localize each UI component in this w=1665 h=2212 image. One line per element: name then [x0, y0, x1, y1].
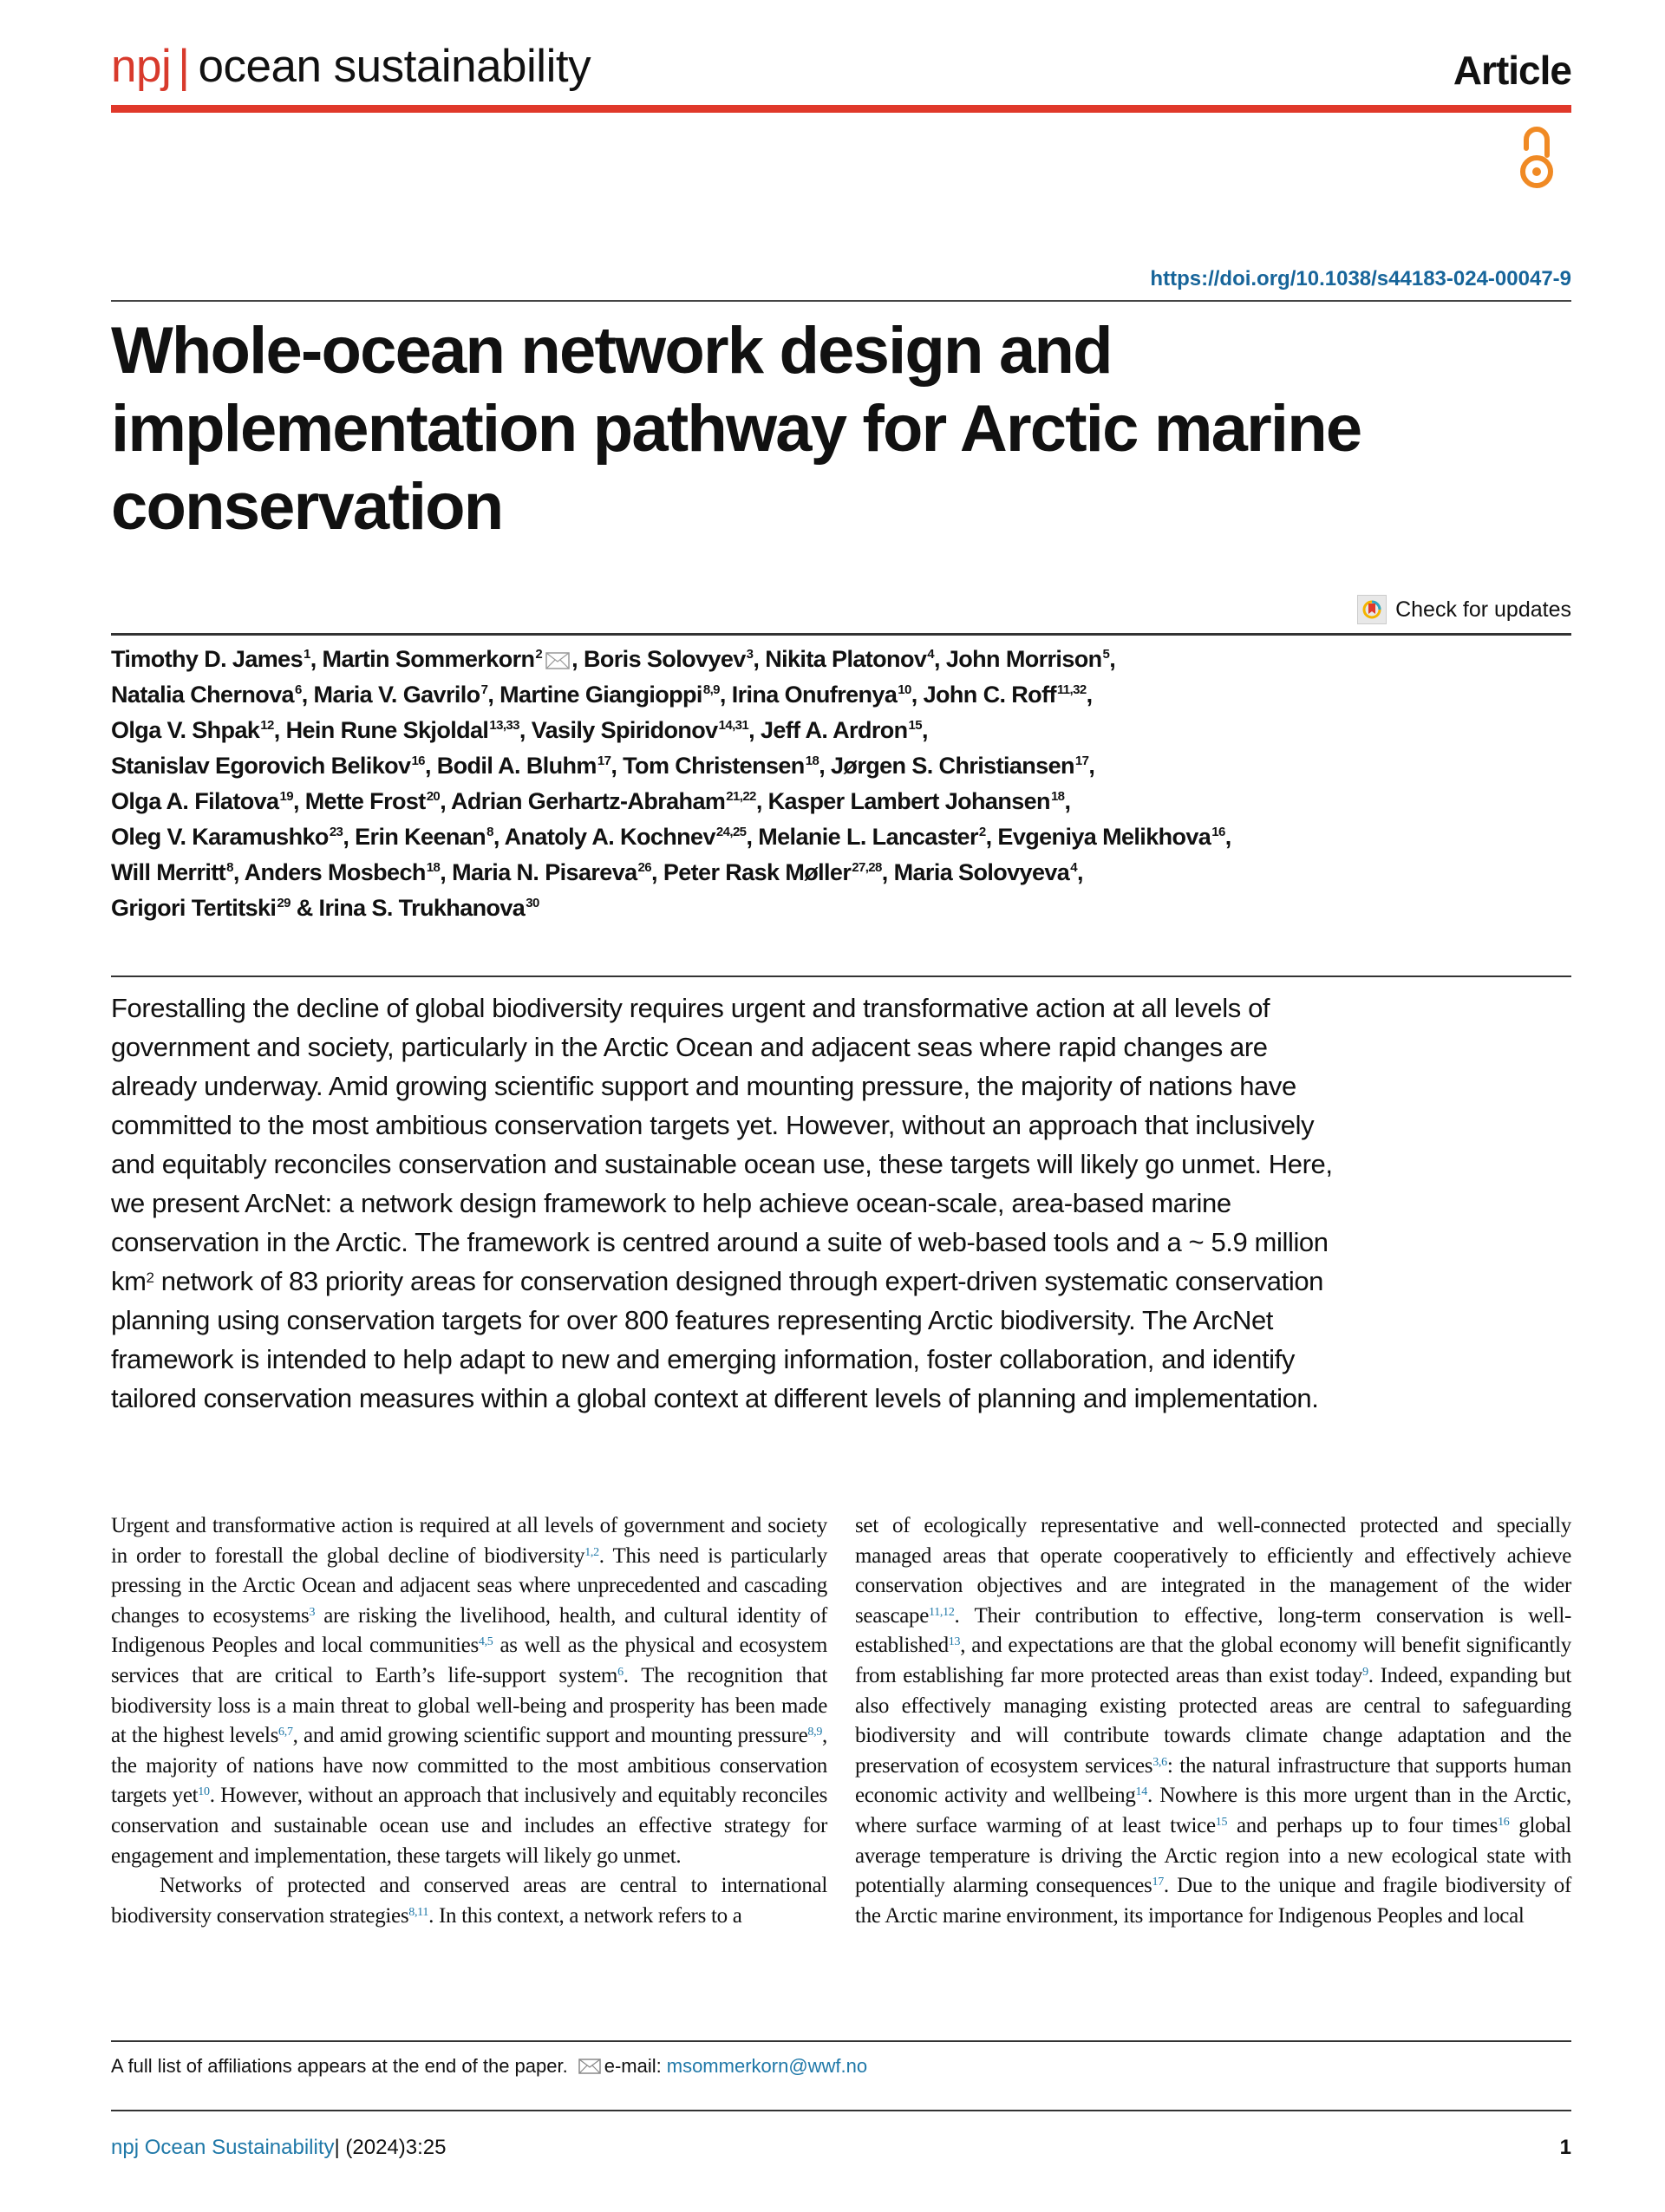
body-paragraph: Urgent and transformative action is required at all levels of government and society in order to forestall the global decline of biodiversity$^{1,2}$. This need is particularly pressing in the Arctic Ocean and adjacent seas where unprecedented and cascading changes to ecosystems$^3$ are risking the livelihood, health, and cultural identity of Indigenous Peoples and local communities$^{4,5}$ as well as the physical and ecosystem services that are critical to Earth’s life-support system$^6$. The recognition that biodiversity loss is a main threat to global well-being and prosperity has been made at the highest levels$^{6,7}$, and amid growing scientific support and mounting pressure$^{8,9}$, the majority of nations have now committed to the most ambitious conservation targets yet$^{10}$. However, without an approach that inclusively and equitably reconciles conservation and sustainable ocean use and includes an effective strategy for engagement and implementation, these targets will likely go unmet.: [111, 1514, 828, 1868]
article-title: Whole-ocean network design and implementation pathway for Arctic marine conservation: [111, 314, 1361, 544]
footer-divider: [111, 2110, 1571, 2111]
author-affiliation: 13,33: [489, 718, 519, 733]
author-affiliation: 21,22: [726, 789, 756, 804]
author-affiliation: 5: [1102, 647, 1110, 662]
author-affiliation: 20: [426, 789, 441, 804]
author-separator: ,: [493, 824, 505, 850]
author-separator: ,: [755, 788, 768, 814]
author-separator: ,: [1076, 859, 1083, 885]
body-column-left: [111, 1511, 827, 1931]
footer-separator: |: [334, 2136, 340, 2159]
doi-link[interactable]: https://doi.org/10.1038/s44183-024-00047-9: [1150, 267, 1571, 290]
author-name: Natalia Chernova: [111, 682, 294, 708]
author-separator: ,: [301, 682, 314, 708]
author-affiliation: 18: [805, 754, 819, 768]
page-number: 1: [1559, 2136, 1571, 2159]
journal-name: ocean sustainability: [198, 41, 591, 92]
open-access-icon: [1519, 124, 1554, 193]
author-affiliation: 4: [927, 647, 935, 662]
author-name: Jeff A. Ardron: [760, 717, 908, 743]
author-separator: ,: [1064, 788, 1071, 814]
author-name: Oleg V. Karamushko: [111, 824, 329, 850]
body-column-right: [855, 1511, 1571, 1931]
abstract-superscript: 2: [146, 1269, 154, 1286]
footer-journal-link[interactable]: npj Ocean Sustainability: [111, 2136, 335, 2159]
author-name: Erin Keenan: [355, 824, 486, 850]
author-name: Maria V. Gavrilo: [313, 682, 480, 708]
author-name: Evgeniya Melikhova: [997, 824, 1211, 850]
citation-reference-link[interactable]: 6,7: [278, 1726, 293, 1739]
author-separator: ,: [753, 646, 766, 672]
author-separator: ,: [1088, 753, 1095, 779]
corresponding-email-link[interactable]: msommerkorn@wwf.no: [666, 2055, 868, 2077]
body-paragraph: set of ecologically representative and well-connected protected and specially managed areas that operate cooperatively to efficiently and effectively achieve conservation objectives and are integrated in the management of the wider seascape$^{11,12}$. Their contribution to effective, long-term conservation is well-established$^{13}$, and expectations are that the global economy will benefit significantly from establishing far more protected areas than exist today$^9$. Indeed, expanding but also effectively managing existing protected areas are central to safeguarding biodiversity and will contribute towards climate change adaptation and the preservation of ecosystem services$^{3,6}$: the natural infrastructure that supports human economic activity and wellbeing$^{14}$. Nowhere is this more urgent than in the Arctic, where surface warming of at least twice$^{15}$ and perhaps up to four times$^{16}$ global average temperature is driving the Arctic region into a new ecological state with potentially alarming consequences$^{17}$. Due to the unique and fragile biodiversity of the Arctic marine environment, its importance for Indigenous Peoples and local: [855, 1514, 1572, 1928]
article-type-label: Article: [1453, 48, 1571, 93]
author-name: Will Merritt: [111, 859, 226, 885]
citation-reference-link[interactable]: 1,2: [584, 1545, 599, 1559]
header-rule: [111, 105, 1571, 113]
author-affiliation: 2: [978, 825, 986, 839]
author-name: Irina S. Trukhanova: [318, 895, 526, 921]
author-list: [111, 642, 1464, 926]
email-icon: [578, 2059, 601, 2074]
author-separator: ,: [292, 788, 305, 814]
author-name: Vasily Spiridonov: [531, 717, 718, 743]
author-name: Mette Frost: [304, 788, 426, 814]
citation-reference-link[interactable]: 14: [1135, 1785, 1147, 1799]
author-separator: ,: [881, 859, 894, 885]
author-affiliation: 29: [277, 896, 291, 910]
author-name: Bodil A. Bluhm: [436, 753, 597, 779]
author-affiliation: 17: [597, 754, 611, 768]
author-name: Maria N. Pisareva: [452, 859, 637, 885]
author-separator: ,: [273, 717, 286, 743]
author-affiliation: 4: [1070, 860, 1077, 875]
journal-logo: [111, 41, 591, 92]
email-icon[interactable]: [545, 652, 570, 669]
citation-reference-link[interactable]: 6: [617, 1665, 624, 1679]
author-separator: ,: [487, 682, 500, 708]
author-affiliation: 8: [486, 825, 493, 839]
citation-reference-link[interactable]: 15: [1215, 1815, 1228, 1829]
author-separator: ,: [519, 717, 532, 743]
author-name: Irina Onufrenya: [731, 682, 898, 708]
citation-reference-link[interactable]: 17: [1152, 1876, 1164, 1889]
author-name: Melanie L. Lancaster: [758, 824, 978, 850]
author-name: Olga V. Shpak: [111, 717, 260, 743]
author-separator: ,: [571, 646, 584, 672]
check-for-updates-label: Check for updates: [1395, 597, 1571, 622]
check-for-updates-icon: [1357, 595, 1387, 624]
author-affiliation: 30: [526, 896, 539, 910]
journal-brand: npj: [111, 41, 172, 92]
author-name: Boris Solovyev: [583, 646, 746, 672]
author-name: Peter Rask Møller: [663, 859, 852, 885]
citation-reference-link[interactable]: 13: [948, 1635, 961, 1649]
check-for-updates-button[interactable]: [1357, 595, 1571, 624]
citation-reference-link[interactable]: 9: [1362, 1665, 1368, 1679]
author-separator: &: [290, 895, 319, 921]
author-affiliation: 3: [746, 647, 754, 662]
author-separator: ,: [310, 646, 323, 672]
author-affiliation: 14,31: [718, 718, 749, 733]
author-separator: ,: [232, 859, 245, 885]
author-name: Adrian Gerhartz-Abraham: [451, 788, 726, 814]
author-affiliation: 11,32: [1056, 682, 1087, 697]
author-affiliation: 26: [637, 860, 652, 875]
abstract: [111, 989, 1342, 1418]
affiliations-note: A full list of affiliations appears at the end of the paper.: [111, 2055, 568, 2077]
author-separator: ,: [610, 753, 624, 779]
body-paragraph: Networks of protected and conserved areas are central to international biodiversity conservation strategies$^{8,11}$. In this context, a network refers to a: [111, 1874, 827, 1928]
author-affiliation: 12: [260, 718, 274, 733]
citation-reference-link[interactable]: 10: [198, 1785, 210, 1799]
author-affiliation: 10: [898, 682, 911, 697]
abstract-divider: [111, 975, 1571, 977]
abstract-text-2: network of 83 priority areas for conservation designed through expert-driven systematic conservation planning using conservation targets for over 800 features representing Arctic biodiversity. The ArcNet framework is intended to help adapt to new and emerging information, foster collaboration, and identify tailored conservation measures within a global context at different levels of planning and implementation.: [111, 1266, 1324, 1413]
authors-divider: [111, 633, 1571, 636]
author-affiliation: 7: [480, 682, 488, 697]
citation-reference-link[interactable]: 4,5: [478, 1635, 493, 1649]
author-name: John C. Roff: [923, 682, 1056, 708]
author-name: Kasper Lambert Johansen: [767, 788, 1050, 814]
author-affiliation: 27,28: [852, 860, 882, 875]
author-affiliation: 6: [294, 682, 302, 697]
author-separator: ,: [911, 682, 924, 708]
journal-separator: |: [178, 41, 190, 92]
author-name: Martin Sommerkorn: [322, 646, 535, 672]
author-affiliation: 15: [908, 718, 923, 733]
author-separator: ,: [748, 717, 761, 743]
citation-reference-link[interactable]: 11,12: [929, 1605, 955, 1619]
author-affiliation: 1: [303, 647, 310, 662]
footer-citation: [111, 2137, 446, 2158]
author-affiliation: 18: [1050, 789, 1065, 804]
author-affiliation: 8: [226, 860, 233, 875]
title-divider: [111, 300, 1571, 302]
author-affiliation: 24,25: [715, 825, 747, 839]
author-separator: ,: [1109, 646, 1116, 672]
author-separator: ,: [440, 859, 453, 885]
author-separator: ,: [934, 646, 946, 672]
author-separator: ,: [985, 824, 998, 850]
author-separator: ,: [440, 788, 451, 814]
author-affiliation: 16: [1211, 825, 1225, 839]
author-name: Tom Christensen: [623, 753, 805, 779]
email-label: e-mail:: [604, 2055, 662, 2077]
author-affiliation: 17: [1074, 754, 1089, 768]
author-name: Anders Mosbech: [244, 859, 426, 885]
author-affiliation: 16: [411, 754, 425, 768]
author-affiliation: 23: [329, 825, 343, 839]
author-separator: ,: [819, 753, 832, 779]
footer-volume-issue: (2024)3:25: [339, 2136, 447, 2159]
citation-reference-link[interactable]: 8,11: [408, 1905, 429, 1919]
author-name: Nikita Platonov: [765, 646, 927, 672]
author-name: Hein Rune Skjoldal: [285, 717, 489, 743]
author-name: John Morrison: [945, 646, 1102, 672]
author-name: Jørgen S. Christiansen: [831, 753, 1074, 779]
author-name: Maria Solovyeva: [893, 859, 1070, 885]
author-separator: ,: [1224, 824, 1231, 850]
author-separator: ,: [651, 859, 663, 885]
author-affiliation: 8,9: [702, 682, 720, 697]
author-affiliation: 18: [426, 860, 441, 875]
author-name: Olga A. Filatova: [111, 788, 279, 814]
author-affiliation: 19: [279, 789, 293, 804]
abstract-text-1: Forestalling the decline of global biodiversity requires urgent and transformative action at all levels of government and society, particularly in the Arctic Ocean and adjacent seas where rapid changes are already underway. Amid growing scientific support and mounting pressure, the majority of nations have committed to the most ambitious conservation targets yet. However, without an approach that inclusively and equitably reconciles conservation and sustainable ocean use, these targets will likely go unmet. Here, we present ArcNet: a network design framework to help achieve ocean-scale, area-based marine conservation in the Arctic. The framework is centred around a suite of web-based tools and a ~ 5.9 million km: [111, 993, 1333, 1296]
author-name: Stanislav Egorovich Belikov: [111, 753, 411, 779]
author-name: Anatoly A. Kochnev: [504, 824, 715, 850]
author-name: Martine Giangioppi: [500, 682, 702, 708]
author-separator: ,: [746, 824, 759, 850]
author-affiliation: 2: [535, 647, 543, 662]
author-separator: ,: [343, 824, 356, 850]
author-name: Grigori Tertitski: [111, 895, 277, 921]
author-separator: ,: [922, 717, 928, 743]
author-separator: ,: [719, 682, 732, 708]
footnote-divider: [111, 2040, 1571, 2042]
author-separator: ,: [424, 753, 437, 779]
citation-reference-link[interactable]: 16: [1498, 1815, 1510, 1829]
author-name: Timothy D. James: [111, 646, 303, 672]
author-separator: ,: [1086, 682, 1093, 708]
citation-reference-link[interactable]: 8,9: [807, 1726, 823, 1739]
affiliations-footnote: [111, 2057, 867, 2076]
citation-reference-link[interactable]: 3: [309, 1605, 316, 1619]
citation-reference-link[interactable]: 3,6: [1152, 1755, 1167, 1769]
